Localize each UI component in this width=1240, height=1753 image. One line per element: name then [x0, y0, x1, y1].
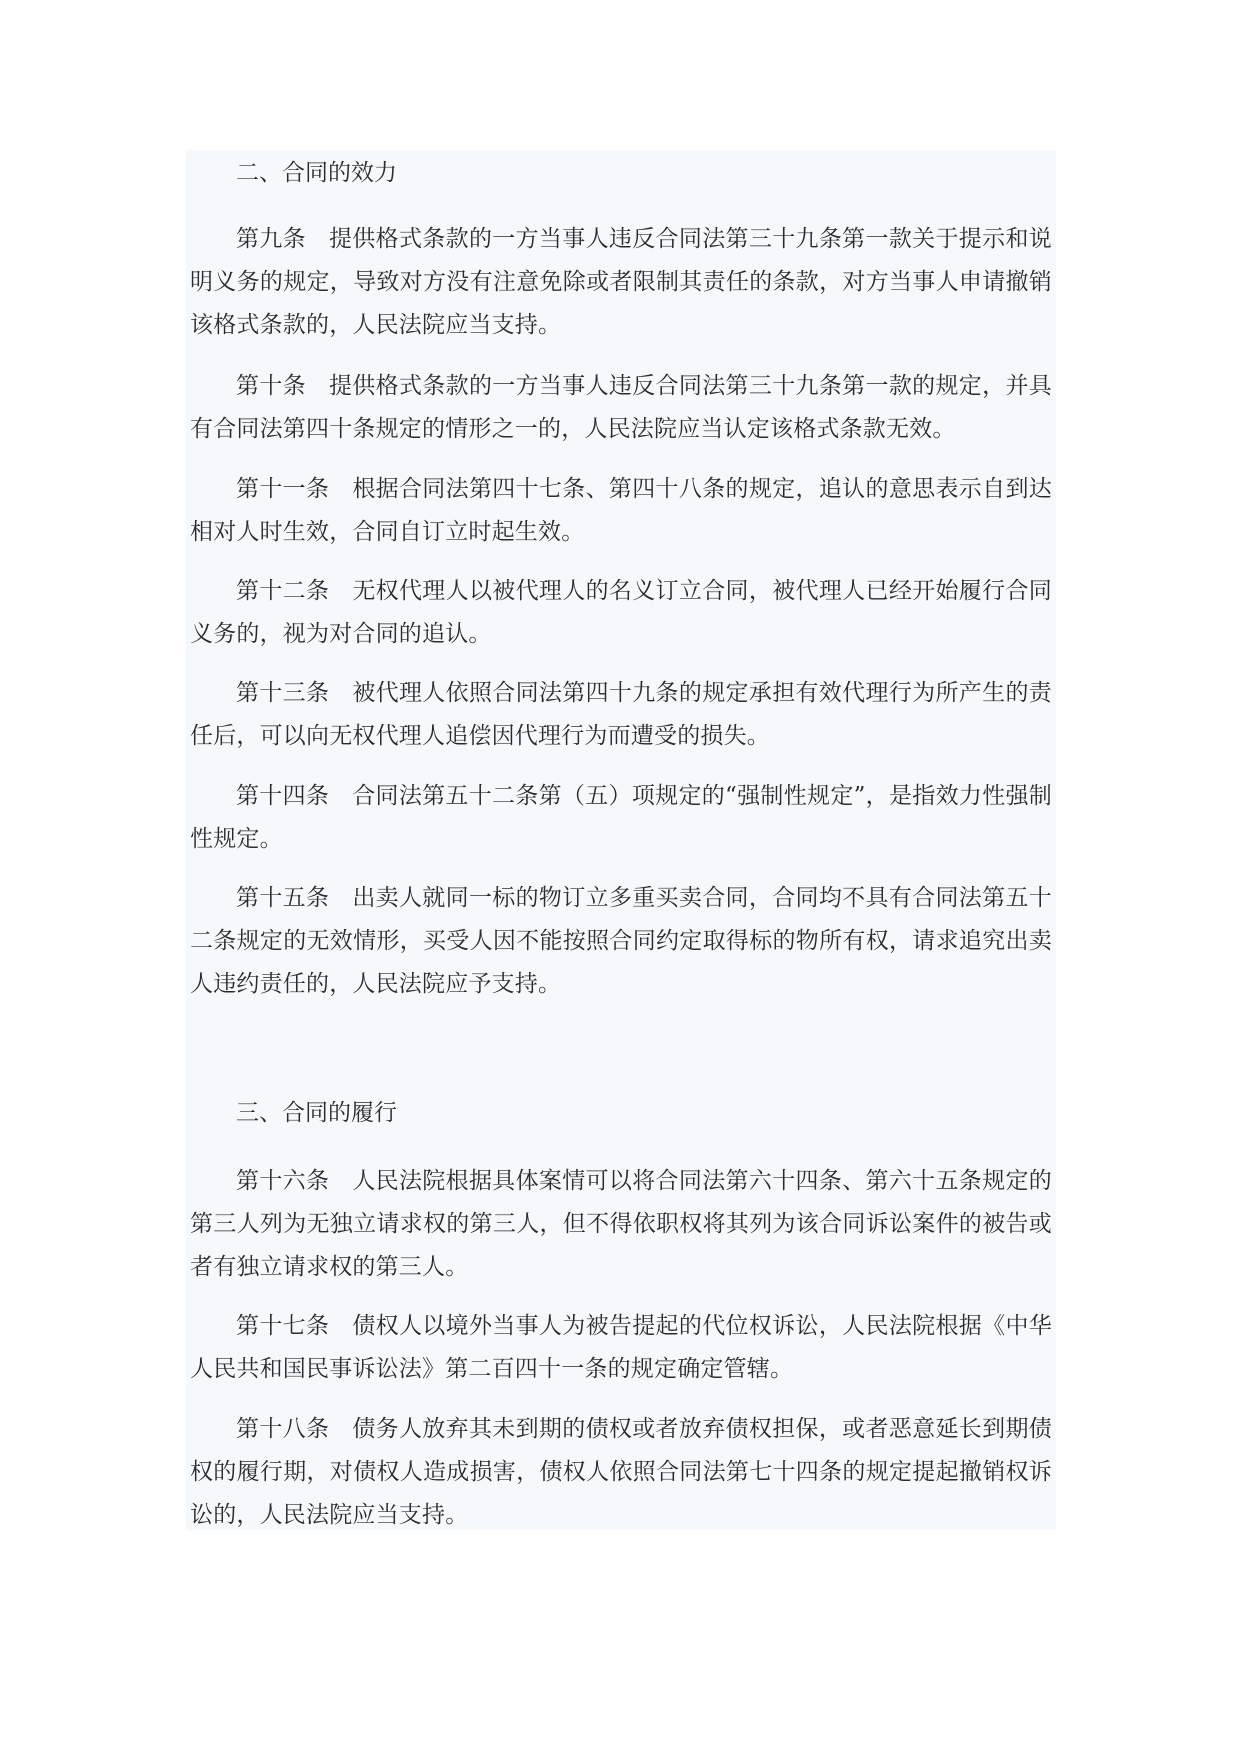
article-number: 第九条: [236, 226, 306, 252]
article-number: 第十六条: [236, 1168, 330, 1194]
article-number: 第十一条: [236, 476, 330, 502]
article-text: 被代理人依照合同法第四十九条的规定承担有效代理行为所产生的责任后，可以向无权代理人追偿因代理行为而遭受的损失。: [190, 680, 1052, 749]
article-number: 第十五条: [236, 885, 330, 911]
article-number: 第十八条: [236, 1416, 330, 1442]
article-number: 第十三条: [236, 680, 330, 706]
article-text: 人民法院根据具体案情可以将合同法第六十四条、第六十五条规定的第三人列为无独立请求权的第三人，但不得依职权将其列为该合同诉讼案件的被告或者有独立请求权的第三人。: [190, 1168, 1052, 1280]
article-18: [190, 1408, 1052, 1537]
article-text: 债权人以境外当事人为被告提起的代位权诉讼，人民法院根据《中华人民共和国民事诉讼法》第二百四十一条的规定确定管辖。: [190, 1313, 1052, 1382]
article-16: [190, 1160, 1052, 1289]
article-10: [190, 365, 1052, 451]
article-15: [190, 877, 1052, 1006]
section-heading-2: 二、合同的效力: [236, 160, 397, 186]
article-text: 出卖人就同一标的物订立多重买卖合同，合同均不具有合同法第五十二条规定的无效情形，买受人因不能按照合同约定取得标的物所有权，请求追究出卖人违约责任的，人民法院应予支持。: [190, 885, 1052, 997]
article-12: [190, 570, 1052, 656]
article-text: 无权代理人以被代理人的名义订立合同，被代理人已经开始履行合同义务的，视为对合同的追认。: [190, 578, 1052, 647]
article-13: [190, 672, 1052, 758]
article-number: 第十四条: [236, 783, 330, 809]
article-text: 提供格式条款的一方当事人违反合同法第三十九条第一款关于提示和说明义务的规定，导致对方没有注意免除或者限制其责任的条款，对方当事人申请撤销该格式条款的，人民法院应当支持。: [190, 226, 1052, 338]
article-9: [190, 218, 1052, 347]
article-number: 第十二条: [236, 578, 330, 604]
article-text: 根据合同法第四十七条、第四十八条的规定，追认的意思表示自到达相对人时生效，合同自订立时起生效。: [190, 476, 1052, 545]
section-heading-3: 三、合同的履行: [236, 1100, 397, 1126]
article-number: 第十七条: [236, 1313, 330, 1339]
article-text: 债务人放弃其未到期的债权或者放弃债权担保，或者恶意延长到期债权的履行期，对债权人造成损害，债权人依照合同法第七十四条的规定提起撤销权诉讼的，人民法院应当支持。: [190, 1416, 1052, 1528]
article-number: 第十条: [236, 373, 306, 399]
article-17: [190, 1305, 1052, 1391]
article-text: 合同法第五十二条第（五）项规定的“强制性规定”，是指效力性强制性规定。: [190, 783, 1052, 852]
article-14: [190, 775, 1052, 861]
article-text: 提供格式条款的一方当事人违反合同法第三十九条第一款的规定，并具有合同法第四十条规定的情形之一的，人民法院应当认定该格式条款无效。: [190, 373, 1052, 442]
article-11: [190, 468, 1052, 554]
